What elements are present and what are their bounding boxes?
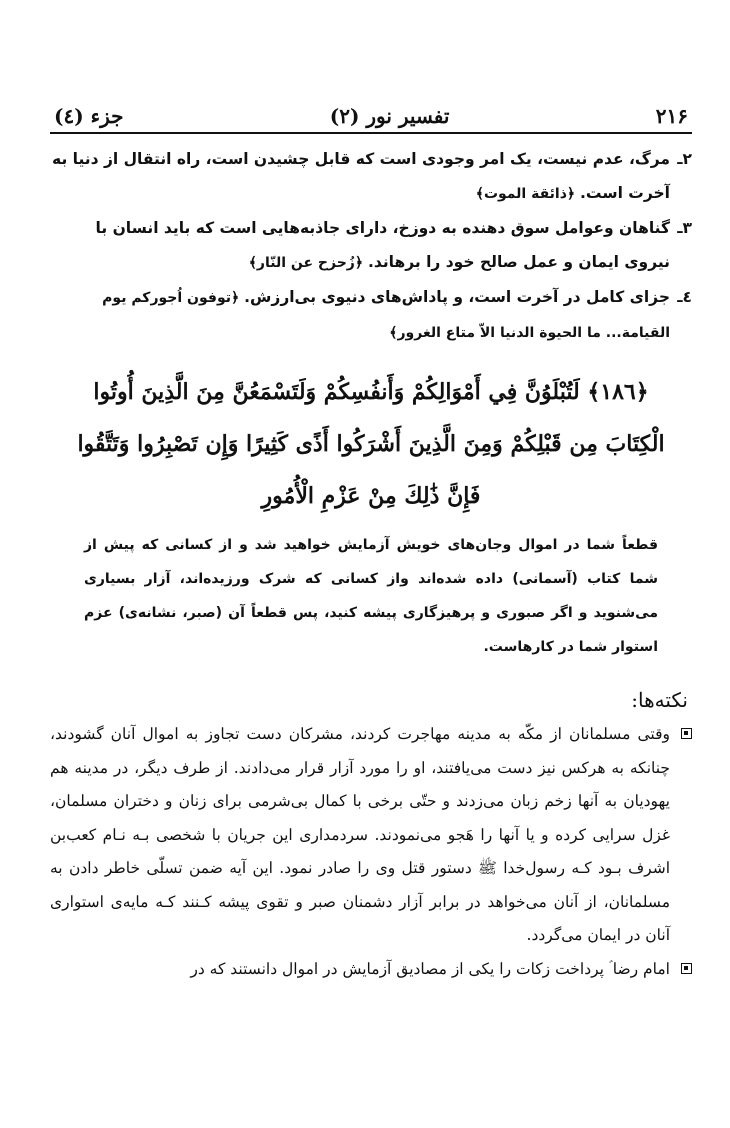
document-page <box>50 92 692 1128</box>
point-number: ٣ـ <box>677 219 692 237</box>
point-text: جزای کامل در آخرت است، و پاداش‌های دنیوی بی‌ارزش. <box>244 288 670 306</box>
point-quote: ﴿توفون اُجورکم یوم القیامة... ما الحیوة الدنیا الاّ متاع الغرور﴾ <box>102 290 670 341</box>
notes-heading: نکته‌ها: <box>631 688 688 712</box>
point-item <box>50 142 692 211</box>
notes-list <box>50 718 692 986</box>
point-quote: ﴿ذائقة الموت﴾ <box>475 186 576 202</box>
note-text: وقتی مسلمانان از مکّه به مدینه مهاجرت کردند، مشرکان دست تجاوز به اموال آنان گشودند، چنانکه به هرکس نیز دست می‌یافتند، او را مورد آزار قرار می‌دادند. از طرف دیگر، در مدینه هم یهودیان به آنها زخم زبان می‌زدند و حتّی برخی با کمال بی‌شرمی برای زنان و دختران مسلمان، غزل سرایی کرده و یا آنها را هَجو می‌نمودند. سردمداری این جریان با شخصی بـه نـام کعب‌بن اشرف بـود کـه رسول‌خدا ﷺ دستور قتل وی را صادر نمود. این آیه ضمن تسلّی خاطر دادن به مسلمانان، از آنان می‌خواهد در برابر آزار دشمنان صبر و تقوی پیشه کـنند کـه مایه‌ی استواری آنان در ایمان می‌گردد. <box>50 725 670 944</box>
book-title: تفسیر نور (۲) <box>329 104 450 128</box>
quran-verse: ﴿١٨٦﴾ لَتُبْلَوُنَّ فِي أَمْوَالِكُمْ وَأَنفُسِكُمْ وَلَتَسْمَعُنَّ مِنَ الَّذِينَ أُوتُوا الْكِتَابَ مِن قَبْلِكُمْ وَمِنَ الَّذِينَ أَشْرَكُوا أَذًى كَثِيرًا وَإِن تَصْبِرُوا وَتَتَّقُوا فَإِنَّ ذَٰلِكَ مِنْ عَزْمِ الْأُمُورِ <box>77 379 665 509</box>
page-header <box>50 92 692 134</box>
square-bullet-icon <box>681 963 692 974</box>
point-text: گناهان وعوامل سوق دهنده به دوزخ، دارای جاذبه‌هایی است که باید انسان با نیروی ایمان و عمل صالح خود را برهاند. <box>95 219 670 271</box>
verse-translation: قطعاً شما در اموال وجان‌های خویش آزمایش خواهید شد و از کسانی که پیش از شما کتاب (آسمانی) داده شده‌اند واز کسانی که شرک ورزیده‌اند، آزار بسیاری می‌شنوید و اگر صبوری و پرهیزگاری پیشه کنید، پس قطعاً آن (صبر، نشانه‌ی) عزم استوار شما در کارهاست. <box>84 537 658 655</box>
note-item <box>50 953 692 987</box>
part-label: جزء (٤) <box>54 104 124 128</box>
point-item <box>50 211 692 280</box>
point-number: ٢ـ <box>677 150 692 168</box>
page-number: ۲۱۶ <box>655 104 688 128</box>
square-bullet-icon <box>681 728 692 739</box>
point-number: ٤ـ <box>677 288 692 306</box>
note-text: امام رضا ؑ پرداخت زکات را یکی از مصادیق آزمایش در اموال دانستند که در <box>190 959 670 978</box>
point-text: مرگ، عدم نیست، یک امر وجودی است که قابل چشیدن است، راه انتقال از دنیا به آخرت است. <box>52 150 670 202</box>
point-quote: ﴿زُحزح عن النّار﴾ <box>248 255 364 271</box>
point-item <box>50 280 692 350</box>
note-item <box>50 718 692 953</box>
points-list <box>50 142 692 350</box>
